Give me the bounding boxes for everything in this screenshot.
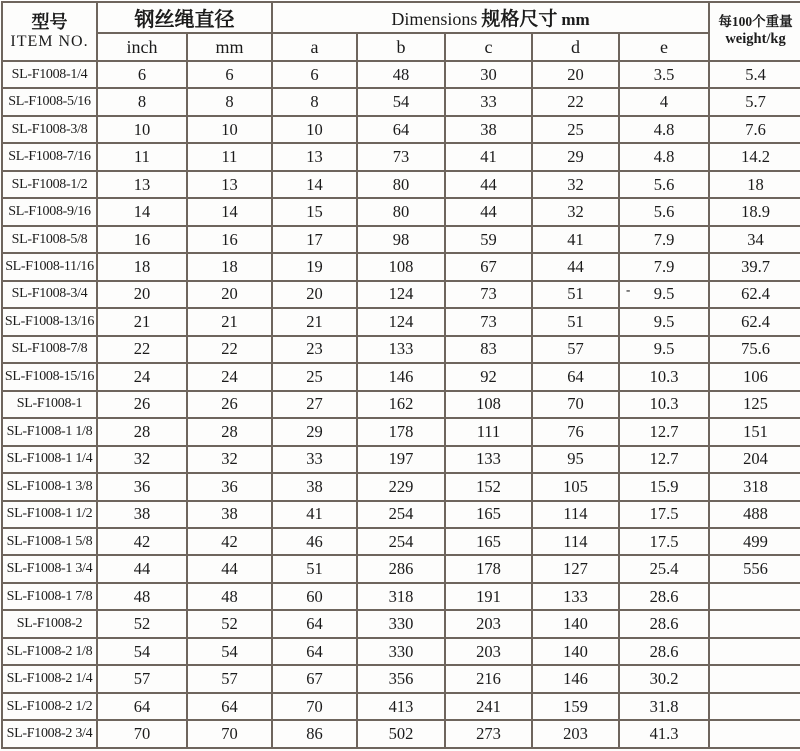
- table-row: [2, 665, 800, 692]
- cell-mm: 54: [187, 638, 272, 665]
- cell-item: SL-F1008-2 3/4: [2, 720, 97, 748]
- header-rope-diameter: [97, 2, 272, 33]
- cell-b: 64: [357, 116, 445, 143]
- cell-item: SL-F1008-7/8: [2, 336, 97, 363]
- cell-a: 64: [272, 610, 357, 637]
- cell-e: 31.8: [619, 693, 709, 720]
- cell-inch: 20: [97, 281, 187, 308]
- cell-a: 41: [272, 501, 357, 528]
- cell-c: 92: [445, 363, 532, 390]
- stray-mark: -: [626, 281, 631, 297]
- header-rope-diameter-label: 钢丝绳直径: [134, 9, 235, 31]
- cell-c: 178: [445, 555, 532, 582]
- cell-c: 67: [445, 253, 532, 280]
- cell-c: 203: [445, 638, 532, 665]
- cell-item: SL-F1008-2 1/4: [2, 665, 97, 692]
- cell-weight: 499: [709, 528, 800, 555]
- cell-b: 502: [357, 720, 445, 748]
- cell-inch: 14: [97, 198, 187, 225]
- table-row: [2, 528, 800, 555]
- cell-mm: 70: [187, 720, 272, 748]
- cell-c: 111: [445, 418, 532, 445]
- cell-c: 273: [445, 720, 532, 748]
- cell-inch: 36: [97, 473, 187, 500]
- cell-weight: [709, 583, 800, 610]
- cell-inch: 6: [97, 61, 187, 88]
- cell-inch: 54: [97, 638, 187, 665]
- cell-b: 73: [357, 143, 445, 170]
- cell-inch: 42: [97, 528, 187, 555]
- cell-c: 44: [445, 171, 532, 198]
- cell-c: 44: [445, 198, 532, 225]
- cell-b: 146: [357, 363, 445, 390]
- cell-c: 203: [445, 610, 532, 637]
- table-row: [2, 555, 800, 582]
- cell-c: 59: [445, 226, 532, 253]
- cell-a: 38: [272, 473, 357, 500]
- cell-b: 330: [357, 638, 445, 665]
- table-row: [2, 226, 800, 253]
- cell-weight: [709, 610, 800, 637]
- header-col-e: e: [619, 33, 709, 61]
- cell-c: 133: [445, 446, 532, 473]
- cell-a: 19: [272, 253, 357, 280]
- cell-e: 4.8: [619, 116, 709, 143]
- cell-mm: 11: [187, 143, 272, 170]
- cell-item: SL-F1008-15/16: [2, 363, 97, 390]
- cell-d: 32: [532, 171, 619, 198]
- cell-mm: 42: [187, 528, 272, 555]
- cell-inch: 13: [97, 171, 187, 198]
- cell-d: 114: [532, 528, 619, 555]
- cell-mm: 24: [187, 363, 272, 390]
- cell-b: 54: [357, 88, 445, 115]
- header-col-c: c: [445, 33, 532, 61]
- cell-a: 8: [272, 88, 357, 115]
- cell-b: 124: [357, 281, 445, 308]
- cell-item: SL-F1008-9/16: [2, 198, 97, 225]
- cell-inch: 24: [97, 363, 187, 390]
- cell-b: 48: [357, 61, 445, 88]
- header-col-d: d: [532, 33, 619, 61]
- cell-b: 124: [357, 308, 445, 335]
- cell-b: 330: [357, 610, 445, 637]
- cell-item: SL-F1008-1 1/4: [2, 446, 97, 473]
- table-row: [2, 638, 800, 665]
- cell-weight: 75.6: [709, 336, 800, 363]
- cell-e: 17.5: [619, 501, 709, 528]
- cell-b: 108: [357, 253, 445, 280]
- header-dimensions-unit: mm: [561, 10, 590, 29]
- table-row: [2, 446, 800, 473]
- header-item-en: ITEM NO.: [10, 32, 89, 50]
- cell-e: 30.2: [619, 665, 709, 692]
- cell-d: 105: [532, 473, 619, 500]
- table-body: [2, 61, 800, 748]
- cell-inch: 21: [97, 308, 187, 335]
- spec-table: [1, 1, 800, 749]
- cell-e: 28.6: [619, 638, 709, 665]
- table-row: [2, 418, 800, 445]
- cell-inch: 11: [97, 143, 187, 170]
- cell-weight: [709, 720, 800, 748]
- cell-item: SL-F1008-11/16: [2, 253, 97, 280]
- cell-weight: 5.7: [709, 88, 800, 115]
- cell-item: SL-F1008-2 1/2: [2, 693, 97, 720]
- cell-weight: 7.6: [709, 116, 800, 143]
- cell-d: 22: [532, 88, 619, 115]
- table-row: [2, 336, 800, 363]
- cell-item: SL-F1008-1 1/2: [2, 501, 97, 528]
- cell-e: 28.6: [619, 583, 709, 610]
- cell-mm: 22: [187, 336, 272, 363]
- cell-item: SL-F1008-1 5/8: [2, 528, 97, 555]
- cell-mm: 26: [187, 391, 272, 418]
- cell-mm: 14: [187, 198, 272, 225]
- cell-c: 33: [445, 88, 532, 115]
- header-dimensions-en: Dimensions: [391, 9, 478, 29]
- table-row: [2, 308, 800, 335]
- cell-b: 197: [357, 446, 445, 473]
- cell-e: 9.5: [619, 336, 709, 363]
- table-row: [2, 501, 800, 528]
- cell-inch: 70: [97, 720, 187, 748]
- cell-b: 254: [357, 528, 445, 555]
- cell-e: 10.3: [619, 363, 709, 390]
- table-row: [2, 610, 800, 637]
- cell-b: 178: [357, 418, 445, 445]
- table-row: [2, 583, 800, 610]
- cell-d: 32: [532, 198, 619, 225]
- cell-a: 51: [272, 555, 357, 582]
- cell-c: 165: [445, 528, 532, 555]
- cell-mm: 6: [187, 61, 272, 88]
- cell-a: 60: [272, 583, 357, 610]
- cell-mm: 52: [187, 610, 272, 637]
- cell-weight: 556: [709, 555, 800, 582]
- cell-mm: 28: [187, 418, 272, 445]
- cell-d: 146: [532, 665, 619, 692]
- cell-item: SL-F1008-1 1/8: [2, 418, 97, 445]
- cell-c: 41: [445, 143, 532, 170]
- cell-d: 159: [532, 693, 619, 720]
- cell-e: 25.4: [619, 555, 709, 582]
- cell-item: SL-F1008-1/2: [2, 171, 97, 198]
- cell-b: 318: [357, 583, 445, 610]
- cell-weight: [709, 638, 800, 665]
- cell-weight: 18: [709, 171, 800, 198]
- cell-inch: 44: [97, 555, 187, 582]
- cell-item: SL-F1008-7/16: [2, 143, 97, 170]
- cell-a: 15: [272, 198, 357, 225]
- cell-d: 29: [532, 143, 619, 170]
- cell-d: 25: [532, 116, 619, 143]
- cell-inch: 64: [97, 693, 187, 720]
- cell-d: 44: [532, 253, 619, 280]
- cell-inch: 52: [97, 610, 187, 637]
- table-row: [2, 143, 800, 170]
- table-row: [2, 693, 800, 720]
- cell-mm: 36: [187, 473, 272, 500]
- cell-a: 13: [272, 143, 357, 170]
- cell-e: 7.9: [619, 226, 709, 253]
- cell-item: SL-F1008-3/8: [2, 116, 97, 143]
- header-dimensions: [272, 2, 709, 33]
- cell-mm: 44: [187, 555, 272, 582]
- cell-weight: 488: [709, 501, 800, 528]
- cell-b: 133: [357, 336, 445, 363]
- cell-e: 5.6: [619, 198, 709, 225]
- cell-d: 41: [532, 226, 619, 253]
- cell-c: 216: [445, 665, 532, 692]
- cell-e: 5.6: [619, 171, 709, 198]
- cell-item: SL-F1008-1 7/8: [2, 583, 97, 610]
- cell-e: 4.8: [619, 143, 709, 170]
- table-row: [2, 61, 800, 88]
- cell-a: 70: [272, 693, 357, 720]
- cell-mm: 13: [187, 171, 272, 198]
- cell-item: SL-F1008-1 3/8: [2, 473, 97, 500]
- cell-weight: 62.4: [709, 308, 800, 335]
- cell-d: 64: [532, 363, 619, 390]
- cell-inch: 10: [97, 116, 187, 143]
- cell-inch: 38: [97, 501, 187, 528]
- cell-b: 356: [357, 665, 445, 692]
- cell-d: 95: [532, 446, 619, 473]
- cell-d: 76: [532, 418, 619, 445]
- catalog-spec-page: [0, 1, 800, 751]
- header-col-a: a: [272, 33, 357, 61]
- cell-d: 70: [532, 391, 619, 418]
- table-row: [2, 171, 800, 198]
- cell-inch: 26: [97, 391, 187, 418]
- cell-weight: 204: [709, 446, 800, 473]
- cell-a: 27: [272, 391, 357, 418]
- cell-d: 140: [532, 638, 619, 665]
- cell-item: SL-F1008-2: [2, 610, 97, 637]
- table-row: [2, 198, 800, 225]
- cell-b: 229: [357, 473, 445, 500]
- cell-mm: 18: [187, 253, 272, 280]
- table-row: [2, 363, 800, 390]
- cell-mm: 57: [187, 665, 272, 692]
- cell-mm: 32: [187, 446, 272, 473]
- cell-c: 241: [445, 693, 532, 720]
- table-row: [2, 720, 800, 748]
- header-col-b: b: [357, 33, 445, 61]
- table-row: [2, 473, 800, 500]
- table-row: [2, 391, 800, 418]
- cell-weight: 125: [709, 391, 800, 418]
- header-item-cn: 型号: [31, 11, 68, 32]
- cell-inch: 22: [97, 336, 187, 363]
- cell-b: 254: [357, 501, 445, 528]
- cell-mm: 48: [187, 583, 272, 610]
- cell-a: 29: [272, 418, 357, 445]
- cell-c: 165: [445, 501, 532, 528]
- cell-d: 57: [532, 336, 619, 363]
- cell-c: 191: [445, 583, 532, 610]
- cell-weight: 106: [709, 363, 800, 390]
- cell-item: SL-F1008-5/8: [2, 226, 97, 253]
- cell-a: 64: [272, 638, 357, 665]
- cell-e: 3.5: [619, 61, 709, 88]
- header-col-inch: inch: [97, 33, 187, 61]
- cell-mm: 21: [187, 308, 272, 335]
- cell-weight: [709, 665, 800, 692]
- cell-e: 28.6: [619, 610, 709, 637]
- cell-c: 38: [445, 116, 532, 143]
- cell-d: 51: [532, 281, 619, 308]
- cell-b: 98: [357, 226, 445, 253]
- cell-weight: 62.4: [709, 281, 800, 308]
- cell-e: 10.3: [619, 391, 709, 418]
- cell-c: 108: [445, 391, 532, 418]
- cell-weight: 151: [709, 418, 800, 445]
- cell-a: 67: [272, 665, 357, 692]
- cell-item: SL-F1008-2 1/8: [2, 638, 97, 665]
- cell-a: 86: [272, 720, 357, 748]
- cell-d: 203: [532, 720, 619, 748]
- cell-c: 30: [445, 61, 532, 88]
- cell-inch: 28: [97, 418, 187, 445]
- cell-a: 33: [272, 446, 357, 473]
- header-weight: [709, 2, 800, 61]
- cell-item: SL-F1008-1: [2, 391, 97, 418]
- cell-a: 21: [272, 308, 357, 335]
- cell-d: 114: [532, 501, 619, 528]
- cell-a: 14: [272, 171, 357, 198]
- cell-weight: 18.9: [709, 198, 800, 225]
- cell-mm: 10: [187, 116, 272, 143]
- cell-mm: 64: [187, 693, 272, 720]
- cell-weight: 14.2: [709, 143, 800, 170]
- cell-d: 140: [532, 610, 619, 637]
- header-item-no: [2, 2, 97, 61]
- cell-e: 4: [619, 88, 709, 115]
- cell-d: 133: [532, 583, 619, 610]
- cell-mm: 16: [187, 226, 272, 253]
- header-weight-cn: 每100个重量: [718, 14, 793, 30]
- cell-inch: 16: [97, 226, 187, 253]
- cell-inch: 57: [97, 665, 187, 692]
- cell-item: SL-F1008-1/4: [2, 61, 97, 88]
- cell-weight: 318: [709, 473, 800, 500]
- cell-item: SL-F1008-1 3/4: [2, 555, 97, 582]
- cell-e: 17.5: [619, 528, 709, 555]
- cell-weight: 39.7: [709, 253, 800, 280]
- header-weight-en: weight/kg: [725, 31, 786, 48]
- cell-e: 9.5: [619, 308, 709, 335]
- cell-weight: [709, 693, 800, 720]
- cell-b: 286: [357, 555, 445, 582]
- cell-inch: 18: [97, 253, 187, 280]
- cell-c: 152: [445, 473, 532, 500]
- cell-mm: 20: [187, 281, 272, 308]
- cell-e: 15.9: [619, 473, 709, 500]
- cell-a: 23: [272, 336, 357, 363]
- table-header: [2, 2, 800, 61]
- cell-weight: 5.4: [709, 61, 800, 88]
- table-row: [2, 88, 800, 115]
- cell-mm: 38: [187, 501, 272, 528]
- cell-item: SL-F1008-3/4: [2, 281, 97, 308]
- header-dimensions-cn: 规格尺寸: [481, 9, 558, 30]
- cell-b: 162: [357, 391, 445, 418]
- cell-d: 20: [532, 61, 619, 88]
- cell-a: 17: [272, 226, 357, 253]
- cell-d: 51: [532, 308, 619, 335]
- cell-mm: 8: [187, 88, 272, 115]
- cell-a: 10: [272, 116, 357, 143]
- cell-e: 7.9: [619, 253, 709, 280]
- cell-inch: 8: [97, 88, 187, 115]
- cell-a: 46: [272, 528, 357, 555]
- cell-b: 413: [357, 693, 445, 720]
- cell-b: 80: [357, 171, 445, 198]
- cell-item: SL-F1008-5/16: [2, 88, 97, 115]
- cell-c: 73: [445, 281, 532, 308]
- cell-a: 20: [272, 281, 357, 308]
- table-row: [2, 116, 800, 143]
- cell-d: 127: [532, 555, 619, 582]
- table-row: [2, 281, 800, 308]
- cell-item: SL-F1008-13/16: [2, 308, 97, 335]
- cell-inch: 48: [97, 583, 187, 610]
- cell-e: 9.5 -: [619, 281, 709, 308]
- table-row: [2, 253, 800, 280]
- cell-weight: 34: [709, 226, 800, 253]
- cell-a: 6: [272, 61, 357, 88]
- cell-c: 73: [445, 308, 532, 335]
- cell-inch: 32: [97, 446, 187, 473]
- cell-a: 25: [272, 363, 357, 390]
- cell-c: 83: [445, 336, 532, 363]
- cell-e: 12.7: [619, 446, 709, 473]
- cell-b: 80: [357, 198, 445, 225]
- cell-e: 12.7: [619, 418, 709, 445]
- header-col-mm: mm: [187, 33, 272, 61]
- cell-e: 41.3: [619, 720, 709, 748]
